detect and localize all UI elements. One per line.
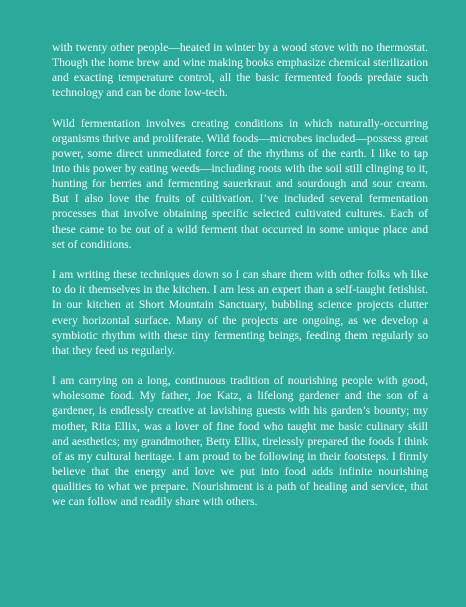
paragraph-3: I am writing these techniques down so I can share them with other folks wh like to do it themselves in the kitchen. I am less an expert than a self-taught fetishist. In our kitchen at Short Mountain Sanctuary, bubbling science projects clutter every horizontal surface. Many of the projects are ongoing, as we develop a symbiotic rhythm with these tiny fermenting beings, feeding them regularly so that they feed us regularly. (52, 268, 428, 357)
document-body (52, 40, 428, 509)
paragraph-4: I am carrying on a long, continuous tradition of nourishing people with good, wholesome food. My father, Joe Katz, a lifelong gardener and the son of a gardener, is endlessly creative at lavishing guests with his garden’s bounty; my mother, Rita Ellix, was a lover of fine food who taught me basic culinary skill and aesthetics; my grandmother, Betty Ellix, tirelessly prepared the foods I think of as my cultural heritage. I am proud to be following in their footsteps. I firmly believe that the energy and love we put into food adds infinite nourishing qualities to what we prepare. Nourishment is a path of healing and service, that we can follow and readily share with others. (52, 374, 428, 509)
paragraph-1: with twenty other people—heated in winter by a wood stove with no thermostat. Though the home brew and wine making books emphasize chemical sterilization and exacting temperature control, all the basic fermented foods predate such technology and can be done low-tech. (52, 41, 428, 100)
paragraph-2: Wild fermentation involves creating conditions in which naturally-occurring organisms thrive and proliferate. Wild foods—microbes included—possess great power, some direct unmediated force of the rhythms of the earth. I like to tap into this power by eating weeds—including roots with the soil still clinging to it, hunting for berries and fermenting sauerkraut and sourdough and sour cream. But I also love the fruits of cultivation. I’ve included several fermentation processes that involve obtaining specific selected cultivated cultures. Each of these came to be out of a wild ferment that occurred in some unique place and set of conditions. (52, 116, 428, 251)
